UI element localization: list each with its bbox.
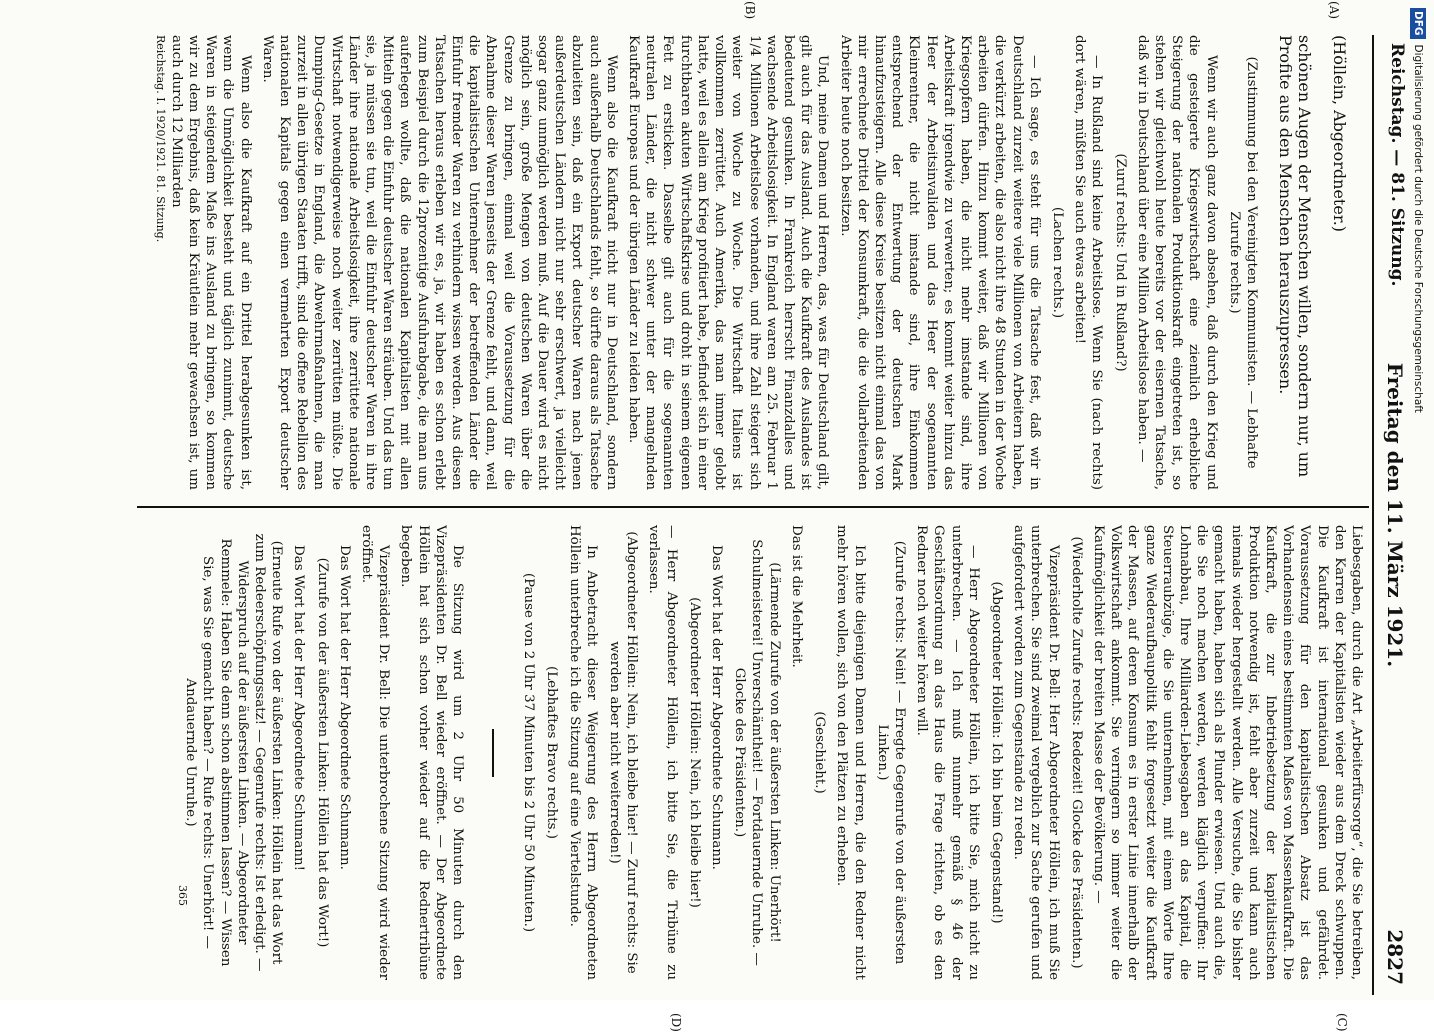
parenthetical-note: (Erneute Rufe von der äußersten Linken: Höllein hat das Wort zum Redeerschöpfungssatz! — Gegenrufe rechts: Ist erledigt. — Widerspruch auf der äußersten Linken. — Abgeordneter Remmele: Haben Sie denn schon abstimmen lassen? — Wissen Sie, was Sie gemacht haben? — Rufe rechts: Unerhört! — Andauernde Unruhe.) xyxy=(183,533,285,972)
parenthetical-note: (Pause von 2 Uhr 37 Minuten bis 2 Uhr 50 Minuten.) xyxy=(521,572,537,933)
paragraph: Die Sitzung wird um 2 Uhr 50 Minuten durch den Vizepräsidenten Dr. Bell wieder eröffnet. — Der Abgeordnete Höllein hat sich schon vorher wieder auf die Rednertribüne begeben. xyxy=(398,525,466,980)
left-column xyxy=(145,35,1365,490)
page-mark: 365 xyxy=(176,885,189,906)
paragraph: Und, meine Damen und Herren, das, was für Deutschland gilt, gilt auch für das Ausland. Auch die Kaufkraft des Auslandes ist bedeutend gesunken. In Frankreich herrscht Finanzdalles und wachsende Arbeitslosigkeit. In England waren am 25. Februar 1 1/4 Millionen Arbeitslose vorhanden, und ihre Zahl steigert sich weiter von Woche zu Woche. Die Wirtschaft Italiens ist vollkommen zerrüttet. Auch Amerika, das man immer gelobt hatte, weil es allein am Krieg profitiert habe, befindet sich in einer furchtbaren akuten Wirtschaftskrise und droht in seinem eigenen Fett zu ersticken. Dasselbe gilt auch für die sogenannten neutralen Länder, die nicht schwer unter der mangelnden Kaufkraft Europas und der übrigen Länder zu leiden haben. xyxy=(626,35,831,490)
header-rule xyxy=(1372,35,1374,995)
parenthetical-note: (Lebhaftes Bravo rechts.) xyxy=(544,666,560,839)
paragraph: schönen Augen der Menschen willen, sondern nur, um Profite aus den Menschen herauszupressen. xyxy=(1276,35,1314,478)
section-dash xyxy=(492,729,494,777)
parenthetical-note: (Zurufe rechts: Nein! — Erregte Gegenrufe von der äußersten Linken.) xyxy=(874,540,907,965)
parenthetical-note: (Zustimmung bei den Vereinigten Kommunisten. — Lebhafte Zurufe rechts.) xyxy=(1226,56,1259,469)
running-head-left: Reichstag. — 81. Sitzung. xyxy=(1387,43,1407,287)
column-divider xyxy=(137,506,1369,508)
page-number: 2827 xyxy=(1383,929,1407,985)
parenthetical-note: (Abgeordneter Höllein: Nein, ich bleibe hier!) xyxy=(686,597,702,908)
parenthetical-note: (Wiederholte Zurufe rechts: Redezeit! Glocke des Präsidenten.) xyxy=(1068,536,1084,969)
newspaper-page xyxy=(127,1,1407,1032)
paragraph: — In Rußland sind keine Arbeitslose. Wenn Sie (nach rechts) dort wären, müßten Sie auch etwas arbeiten! xyxy=(1072,35,1105,490)
page-footer: Reichstag. I. 1920/1921. 81. Sitzung. xyxy=(154,35,167,243)
right-column xyxy=(145,525,1365,980)
paragraph: Das Wort hat der Herr Abgeordnete Schumann. xyxy=(709,545,725,870)
parenthetical-note: (Geschieht.) xyxy=(812,711,828,794)
margin-mark-b: (B) xyxy=(743,1,757,20)
parenthetical-note: (Abgeordneter Höllein: Nein, ich bleibe hier! — Zuruf rechts: Sie werden aber nicht weiterreden!) xyxy=(607,531,640,974)
paragraph: Liebesgaben, durch die Art „Arbeiterfürsorge“, die Sie betreiben, den Karren der Kapitalisten wieder aus dem Dreck schwuppen. Die Kaufkraft ist international gesunken und gefährdet. Voraussetzung für den kapitalistischen Absatz ist das Vorhandensein eines bestimmten Maßes von Massenkaufkraft. Die Kaufkraft, die zur Inbetriebsetzung der kapitalistischen Produktion notwendig ist, fehlt aber zurzeit und kann auch niemals wieder hergestellt werden. Alle Versuche, die Sie bisher gemacht haben, haben sich als Plunder erwiesen. Und auch die, die Sie noch machen werden, werden kläglich verpuffen: Ihr Lohnabbau, Ihre Milliarden-Liebesgaben an das Kapital, die Steuerraubzüge, die Sie unternehmen, mit einem Worte Ihre ganze Wiederaufbaupolitik fehlt forgesetzt weiter die Kaufkraft der Massen, auf deren Konsum es in erster Linie innerhalb der Volkswirtschaft ankommt. Sie verringern so immer weiter die Kaufmöglichkeit der breiten Masse der Bevölkerung. — xyxy=(1090,525,1364,980)
parenthetical-note: (Zurufe von der äußersten Linken: Höllein hat das Wort!) xyxy=(314,557,330,948)
paragraph: — Herr Abgeordneter Höllein, ich bitte Sie, die Tribüne zu verlassen. xyxy=(646,525,679,980)
paragraph: In Anbetracht dieser Weigerung des Herrn Abgeordneten Höllein unterbreche ich die Sitzung auf eine Viertelstunde. xyxy=(566,525,599,980)
running-head-date: Freitag den 11. März 1921. xyxy=(1383,362,1407,668)
paragraph: Vizepräsident Dr. Bell: Die unterbrochene Sitzung wird wieder eröffnet. xyxy=(359,525,392,980)
paragraph: Das Wort hat der Herr Abgeordnete Schumann. xyxy=(336,545,352,870)
margin-mark-d: (D) xyxy=(669,1013,683,1032)
paragraph: Vizepräsident Dr. Bell: Herr Abgeordneter Höllein, ich muß Sie unterbrechen. Sie sind zweimal vergeblich zur Sache gerufen und aufgefordert worden zum Gegenstande zu reden. xyxy=(1011,525,1061,980)
digitization-note-text: Digitalisierung gefördert durch die Deutsche Forschungsgemeinschaft xyxy=(1412,44,1424,413)
paragraph: Das Wort hat der Herr Abgeordnete Schumann! xyxy=(291,545,307,871)
parenthetical-note: (Abgeordneter Höllein: Ich bin beim Gegenstand!) xyxy=(988,581,1004,924)
paragraph: — Ich sage, es steht für uns die Tatsache fest, daß wir in Deutschland zurzeit weitere viele Millionen von Arbeitern haben, die verkürzt arbeiten, die also nicht ihre 48 Stunden in der Woche arbeiten dürfen. Hinzu kommt weiter, daß wir Millionen von Kriegsopfern haben, die nicht mehr imstande sind, ihre Arbeitskraft irgendwie zu verwerten; es kommt weiter hinzu das Heer der Arbeitsinvaliden und das Heer der sogenannten Kleinrentner, die nicht imstande sind, ihre Einkommen entsprechend der Entwertung der deutschen Mark hinaufzusteigern. Alle diese Kreise besitzen nicht einmal das von mir errechnete Drittel der Konsumkraft, die die vollarbeitenden Arbeiter heute noch besitzen. xyxy=(837,35,1042,490)
paragraph: Wenn also die Kaufkraft nicht nur in Deutschland, sondern auch außerhalb Deutschlands fehlt, so dürfte daraus als Tatsache abzuleiten sein, daß ein Export deutscher Waren nach jenen außerdeutschen Ländern nicht nur sehr erschwert, ja vielleicht sogar ganz unmöglich werden muß. Auf die Dauer wird es nicht möglich sein, große Mengen von deutschen Waren über die Grenze zu bringen, einmal weil die Voraussetzung für die Abnahme dieser Waren jenseits der Grenze fehlt, und dann, weil die kapitalistischen Unternehmer der betreffenden Länder die Einfuhr fremder Waren zu verhindern wissen werden. Aus diesen Tatsachen heraus erleben wir es, ja, wir haben es schon erlebt zum Beispiel durch die 12prozentige Ausfuhrabgabe, die man uns auferlegen wollte, daß die nationalen Kapitalisten mit allen Mitteln gegen die Einfuhr deutscher Waren sträuben. Und das tun sie, ja müssen sie tun, weil die Einfuhr deutscher Waren in ihre Länder ihre nationale Arbeitslosigkeit, ihre zerrüttete nationale Wirtschaft notwendigerweise noch weiter zerrütten müßte. Die Dumping-Gesetze in England, die Abwehrmaßnahmen, die man zurzeit in allen übrigen Staaten trifft, sind die offene Rebellion des nationalen Kapitals gegen einen vermehrten Export deutscher Waren. xyxy=(259,35,619,490)
margin-mark-c: (C) xyxy=(1335,1013,1349,1032)
paragraph: Wenn also die Kaufkraft auf ein Drittel herabgesunken ist, wenn die Unmöglichkeit besteht und täglich zunimmt, deutsche Waren in steigendem Maße ins Ausland zu bringen, so kommen wir zu dem Ergebnis, daß kein Kräutlein mehr gewachsen ist, um auch durch 12 Milliarden xyxy=(168,35,253,490)
parenthetical-note: (Lachen rechts.) xyxy=(1049,206,1065,319)
dfg-logo: DFG xyxy=(1410,8,1426,39)
paragraph: Das ist die Mehrheit. xyxy=(788,525,804,668)
paragraph: Wenn wir auch ganz davon absehen, daß durch den Krieg und die gesteigerte Kriegswirtschaft eine ziemlich erhebliche Steigerung der nationalen Produktionskraft eingetreten ist, so stehen wir gleichwohl heute bereits vor der eisernen Tatsache, daß wir in Deutschland über eine Million Arbeitslose haben. — xyxy=(1134,35,1219,490)
parenthetical-note: (Lärmende Zurufe von der äußersten Linken: Unerhört! Schulmeisterei! Unverschämtheit! — Fortdauernde Unruhe. — Glocke des Präsidenten.) xyxy=(732,539,782,966)
paragraph: — Herr Abgeordneter Höllein, ich bitte Sie, mich nicht zu unterbrechen. — Ich muß nunmehr gemäß § 46 der Geschäftsordnung an das Haus die Frage richten, ob es den Redner noch weiter hören will. xyxy=(914,525,981,980)
digitization-note xyxy=(1410,8,1426,998)
paragraph: Ich bitte diejenigen Damen und Herren, die den Redner nicht mehr hören wollen, sich von den Plätzen zu erheben. xyxy=(834,525,867,980)
parenthetical-note: (Zuruf rechts: Und in Rußland?) xyxy=(1112,153,1128,372)
paragraph: (Höllein, Abgeordneter.) xyxy=(1330,35,1349,233)
margin-mark-a: (A) xyxy=(1327,1,1341,20)
